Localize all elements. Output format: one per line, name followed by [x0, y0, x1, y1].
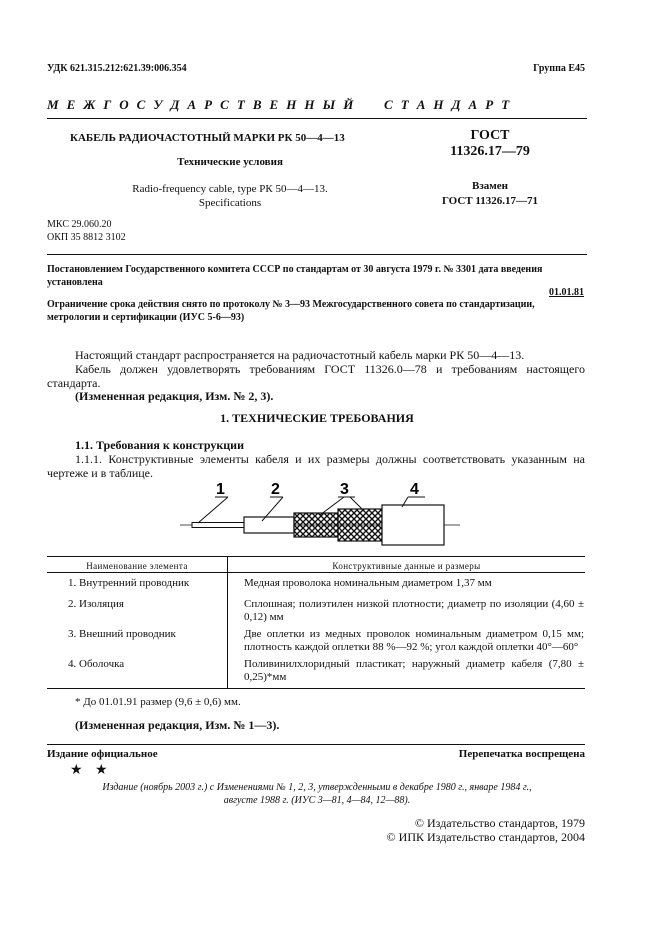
okp-code: ОКП 35 8812 3102: [47, 232, 126, 243]
table-column-divider: [227, 556, 228, 688]
edition-info-line1: Издание (ноябрь 2003 г.) с Изменениями № 1, 2, 3, утвержденными в декабре 1980 г., январе 1984 г.,: [102, 782, 532, 793]
table-cell: Поливинилхлоридный пластикат; наружный диаметр кабеля (7,80 ± 0,25)*мм: [244, 658, 584, 683]
document-title: КАБЕЛЬ РАДИОЧАСТОТНЫЙ МАРКИ РК 50—4—13: [70, 132, 345, 144]
insulation-shape: [244, 517, 294, 533]
validity-limit-text: Ограничение срока действия снято по протоколу № 3—93 Межгосударственного совета по стандартизации, метрологии и сертификации (ИУС 5-6—93): [47, 299, 535, 323]
table-header-element: Наименование элемента: [86, 561, 188, 571]
inner-conductor-shape: [192, 523, 244, 528]
braid-1-shape: [294, 513, 338, 537]
edition-info-line2: августе 1988 г. (ИУС 3—81, 4—84, 12—88).: [223, 795, 411, 806]
edit-note-2: (Измененная редакция, Изм. № 1—3).: [75, 718, 280, 732]
section-title: 1. ТЕХНИЧЕСКИЕ ТРЕБОВАНИЯ: [220, 411, 414, 425]
paragraph-1-1-1: 1.1.1. Конструктивные элементы кабеля и их размеры должны соответствовать указанным на чертеже и в таблице.: [47, 452, 585, 480]
english-title-line2: Specifications: [198, 197, 262, 209]
reprint-prohibited-label: Перепечатка воспрещена: [458, 748, 585, 760]
official-edition-label: Издание официальное: [47, 748, 158, 760]
table-row: 1. Внутренний проводник: [68, 577, 190, 589]
copyright-2: © ИПК Издательство стандартов, 2004: [386, 830, 585, 844]
drawing-label-1: 1: [216, 481, 225, 498]
decree-text: Постановлением Государственного комитета СССР по стандартам от 30 августа 1979 г. № 3301 дата введения установлена: [47, 264, 543, 288]
replace-number: ГОСТ 11326.17—71: [441, 195, 539, 207]
drawing-label-2: 2: [271, 481, 280, 498]
banner-rule: [47, 118, 587, 119]
codes-rule: [47, 254, 587, 255]
replace-label: Взамен: [472, 180, 508, 192]
table-row: 2. Изоляция: [68, 598, 124, 610]
star-marks: ★ ★: [70, 762, 112, 778]
drawing-label-3: 3: [340, 481, 349, 498]
intro-paragraph-1: Настоящий стандарт распространяется на радиочастотный кабель марки РК 50—4—13.: [75, 348, 525, 362]
udk-code: УДК 621.315.212:621.39:006.354: [47, 63, 187, 74]
edit-note-1: (Измененная редакция, Изм. № 2, 3).: [75, 389, 274, 403]
table-row: 4. Оболочка: [68, 658, 125, 670]
cable-drawing: [180, 477, 460, 547]
gost-label: ГОСТ: [470, 128, 510, 143]
table-cell: Сплошная; полиэтилен низкой плотности; диаметр по изоляции (4,60 ± 0,12) мм: [244, 598, 584, 623]
intro-paragraph-2: Кабель должен удовлетворять требованиям ГОСТ 11326.0—78 и требованиям настоящего стандарта.: [47, 362, 585, 390]
table-cell: Две оплетки из медных проволок номинальным диаметром 0,15 мм; плотность каждой оплетки 88 %—92 %; угол каждой оплетки 40°—60°: [244, 628, 584, 653]
table-bottom-rule: [47, 688, 585, 689]
subsection-title: 1.1. Требования к конструкции: [75, 438, 245, 452]
braid-2-shape: [338, 509, 382, 541]
table-row: 3. Внешний проводник: [68, 628, 176, 640]
drawing-label-4: 4: [410, 481, 419, 498]
jacket-shape: [382, 505, 444, 545]
table-top-rule: [47, 556, 585, 557]
table-cell: Медная проволока номинальным диаметром 1,37 мм: [244, 577, 492, 589]
english-title-line1: Radio-frequency cable, type РК 50—4—13.: [132, 183, 328, 195]
table-header-data: Конструктивные данные и размеры: [332, 561, 481, 571]
mks-code: МКС 29.060.20: [47, 219, 112, 230]
footer-rule: [47, 744, 585, 745]
group-code: Группа Е45: [533, 63, 585, 74]
table-header-rule: [47, 572, 585, 573]
introduction-date: 01.01.81: [549, 287, 584, 298]
table-footnote: * До 01.01.91 размер (9,6 ± 0,6) мм.: [75, 696, 241, 708]
standard-banner: М Е Ж Г О С У Д А Р С Т В Е Н Н Ы Й С Т А Н Д А Р Т: [47, 97, 512, 112]
document-subtitle: Технические условия: [177, 156, 283, 168]
gost-number: 11326.17—79: [450, 144, 530, 159]
copyright-1: © Издательство стандартов, 1979: [414, 816, 585, 830]
